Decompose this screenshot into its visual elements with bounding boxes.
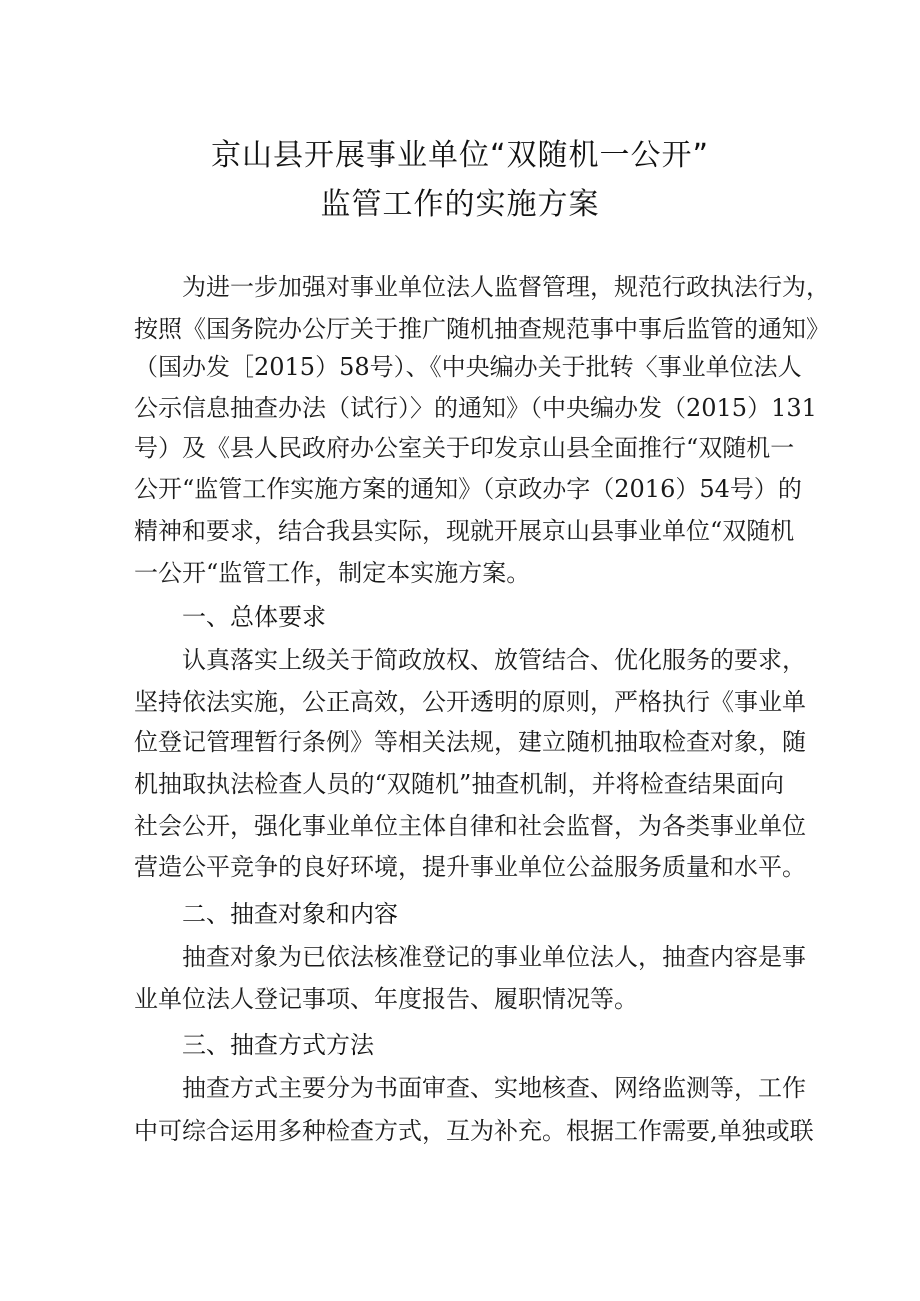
intro-line: 公示信息抽查办法（试行）〉的通知》（中央编办发（2015）131	[134, 394, 817, 422]
intro-line: 公开“监管工作实施方案的通知》（京政办字（2016）54号）的	[134, 475, 802, 503]
section2-line: 业单位法人登记事项、年度报告、履职情况等。	[134, 985, 638, 1013]
section3-line: 抽查方式主要分为书面审查、实地核查、网络监测等，工作	[182, 1074, 806, 1102]
section-heading-methods: 三、抽查方式方法	[182, 1031, 374, 1059]
intro-line: （国办发［2015）58号）、《中央编办关于批转〈事业单位法人	[134, 353, 802, 381]
section3-line: 中可综合运用多种检查方式，互为补充。根据工作需要,单独或联	[134, 1117, 814, 1145]
section-heading-scope-content: 二、抽查对象和内容	[182, 900, 398, 928]
intro-line: 一公开“监管工作，制定本实施方案。	[134, 559, 531, 587]
section2-line: 抽查对象为已依法核准登记的事业单位法人，抽查内容是事	[182, 943, 806, 971]
section-heading-general-requirements: 一、总体要求	[182, 603, 326, 631]
section1-line: 位登记管理暂行条例》等相关法规，建立随机抽取检查对象，随	[134, 728, 806, 756]
section1-line: 机抽取执法检查人员的“双随机”抽查机制，并将检查结果面向	[134, 770, 784, 798]
intro-line: 精神和要求，结合我县实际，现就开展京山县事业单位“双随机	[134, 517, 795, 545]
intro-line: 为进一步加强对事业单位法人监督管理，规范行政执法行为，	[182, 273, 830, 301]
document-title-line-1: 京山县开展事业单位“双随机一公开”	[210, 138, 710, 173]
section1-line: 认真落实上级关于简政放权、放管结合、优化服务的要求，	[182, 646, 806, 674]
section1-line: 社会公开，强化事业单位主体自律和社会监督，为各类事业单位	[134, 812, 806, 840]
section1-line: 营造公平竞争的良好环境，提升事业单位公益服务质量和水平。	[134, 853, 806, 881]
section1-line: 坚持依法实施，公正高效，公开透明的原则，严格执行《事业单	[134, 688, 806, 716]
intro-line: 号）及《县人民政府办公室关于印发京山县全面推行“双随机一	[134, 434, 795, 462]
document-title-line-2: 监管工作的实施方案	[320, 187, 600, 222]
intro-line: 按照《国务院办公厅关于推广随机抽查规范事中事后监管的通知》	[134, 315, 830, 343]
